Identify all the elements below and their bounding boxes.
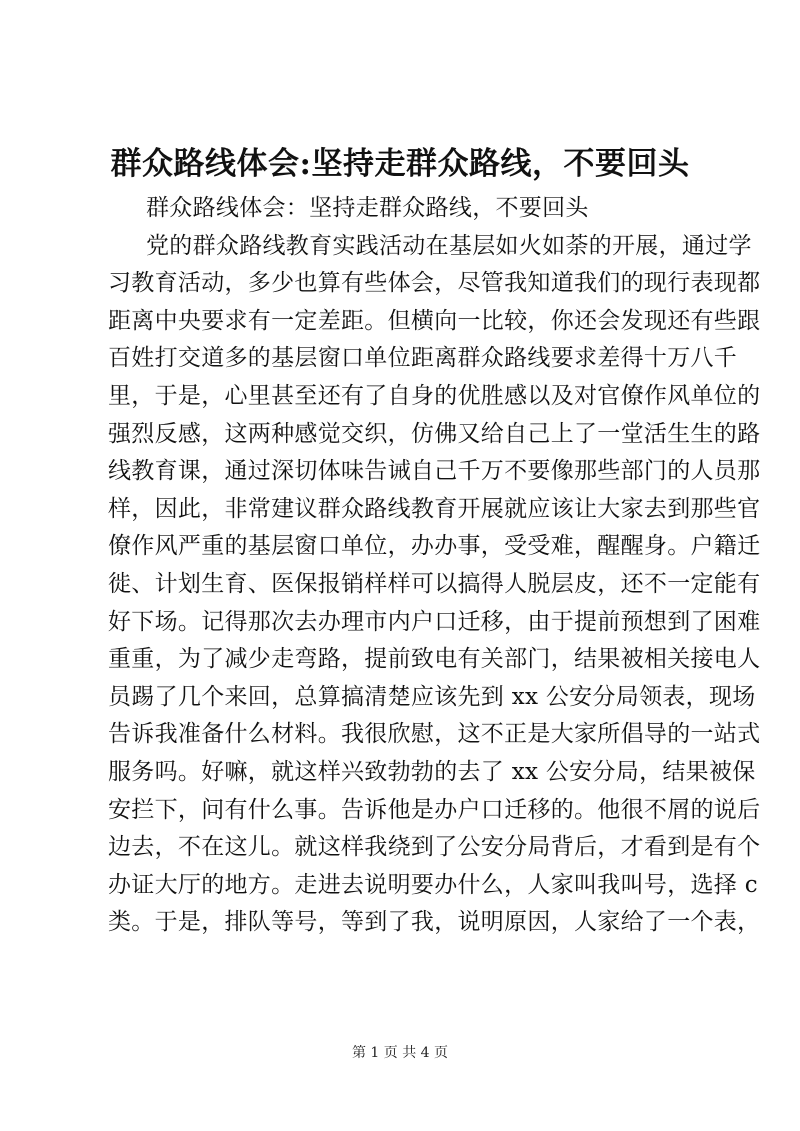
paragraph-line: 边去，不在这儿。就这样我绕到了公安分局背后，才看到是有个 <box>108 834 761 861</box>
page-footer: 第 1 页 共 4 页 <box>351 1045 449 1061</box>
paragraph-line: 安拦下，问有什么事。告诉他是办户口迁移的。他很不屑的说后 <box>108 796 761 823</box>
paragraph-line: 习教育活动，多少也算有些体会，尽管我知道我们的现行表现都 <box>108 270 761 297</box>
paragraph-line: 服务吗。好嘛，就这样兴致勃勃的去了 xx 公安分局，结果被保 <box>108 758 756 785</box>
paragraph-line: 百姓打交道多的基层窗口单位距离群众路线要求差得十万八千 <box>108 345 738 372</box>
document-body <box>108 190 761 942</box>
paragraph-line: 徙、计划生育、医保报销样样可以搞得人脱层皮，还不一定能有 <box>108 570 761 597</box>
paragraph-line: 强烈反感，这两种感觉交织，仿佛又给自己上了一堂活生生的路 <box>108 420 761 447</box>
document-title: 群众路线体会:坚持走群众路线，不要回头 <box>110 146 690 182</box>
paragraph-line: 线教育课，通过深切体味告诫自己千万不要像那些部门的人员那 <box>108 458 761 485</box>
paragraph-line: 告诉我准备什么材料。我很欣慰，这不正是大家所倡导的一站式 <box>108 721 761 748</box>
paragraph-line: 办证大厅的地方。走进去说明要办什么，人家叫我叫号，选择 c <box>108 871 758 898</box>
paragraph-line: 里，于是，心里甚至还有了自身的优胜感以及对官僚作风单位的 <box>108 382 761 409</box>
paragraph-line: 好下场。记得那次去办理市内户口迁移，由于提前预想到了困难 <box>108 608 761 635</box>
subtitle-line: 群众路线体会：坚持走群众路线，不要回头 <box>146 195 589 221</box>
paragraph-line: 样，因此，非常建议群众路线教育开展就应该让大家去到那些官 <box>108 495 761 522</box>
paragraph-line: 员踢了几个来回，总算搞清楚应该先到 xx 公安分局领表，现场 <box>108 683 756 710</box>
paragraph-line: 类。于是，排队等号，等到了我，说明原因，人家给了一个表， <box>108 909 761 936</box>
paragraph-line: 距离中央要求有一定差距。但横向一比较，你还会发现还有些跟 <box>108 307 761 334</box>
paragraph-line: 僚作风严重的基层窗口单位，办办事，受受难，醒醒身。户籍迁 <box>108 533 761 560</box>
paragraph-line: 重重，为了减少走弯路，提前致电有关部门，结果被相关接电人 <box>108 646 761 673</box>
paragraph-line: 党的群众路线教育实践活动在基层如火如荼的开展，通过学 <box>146 232 752 259</box>
